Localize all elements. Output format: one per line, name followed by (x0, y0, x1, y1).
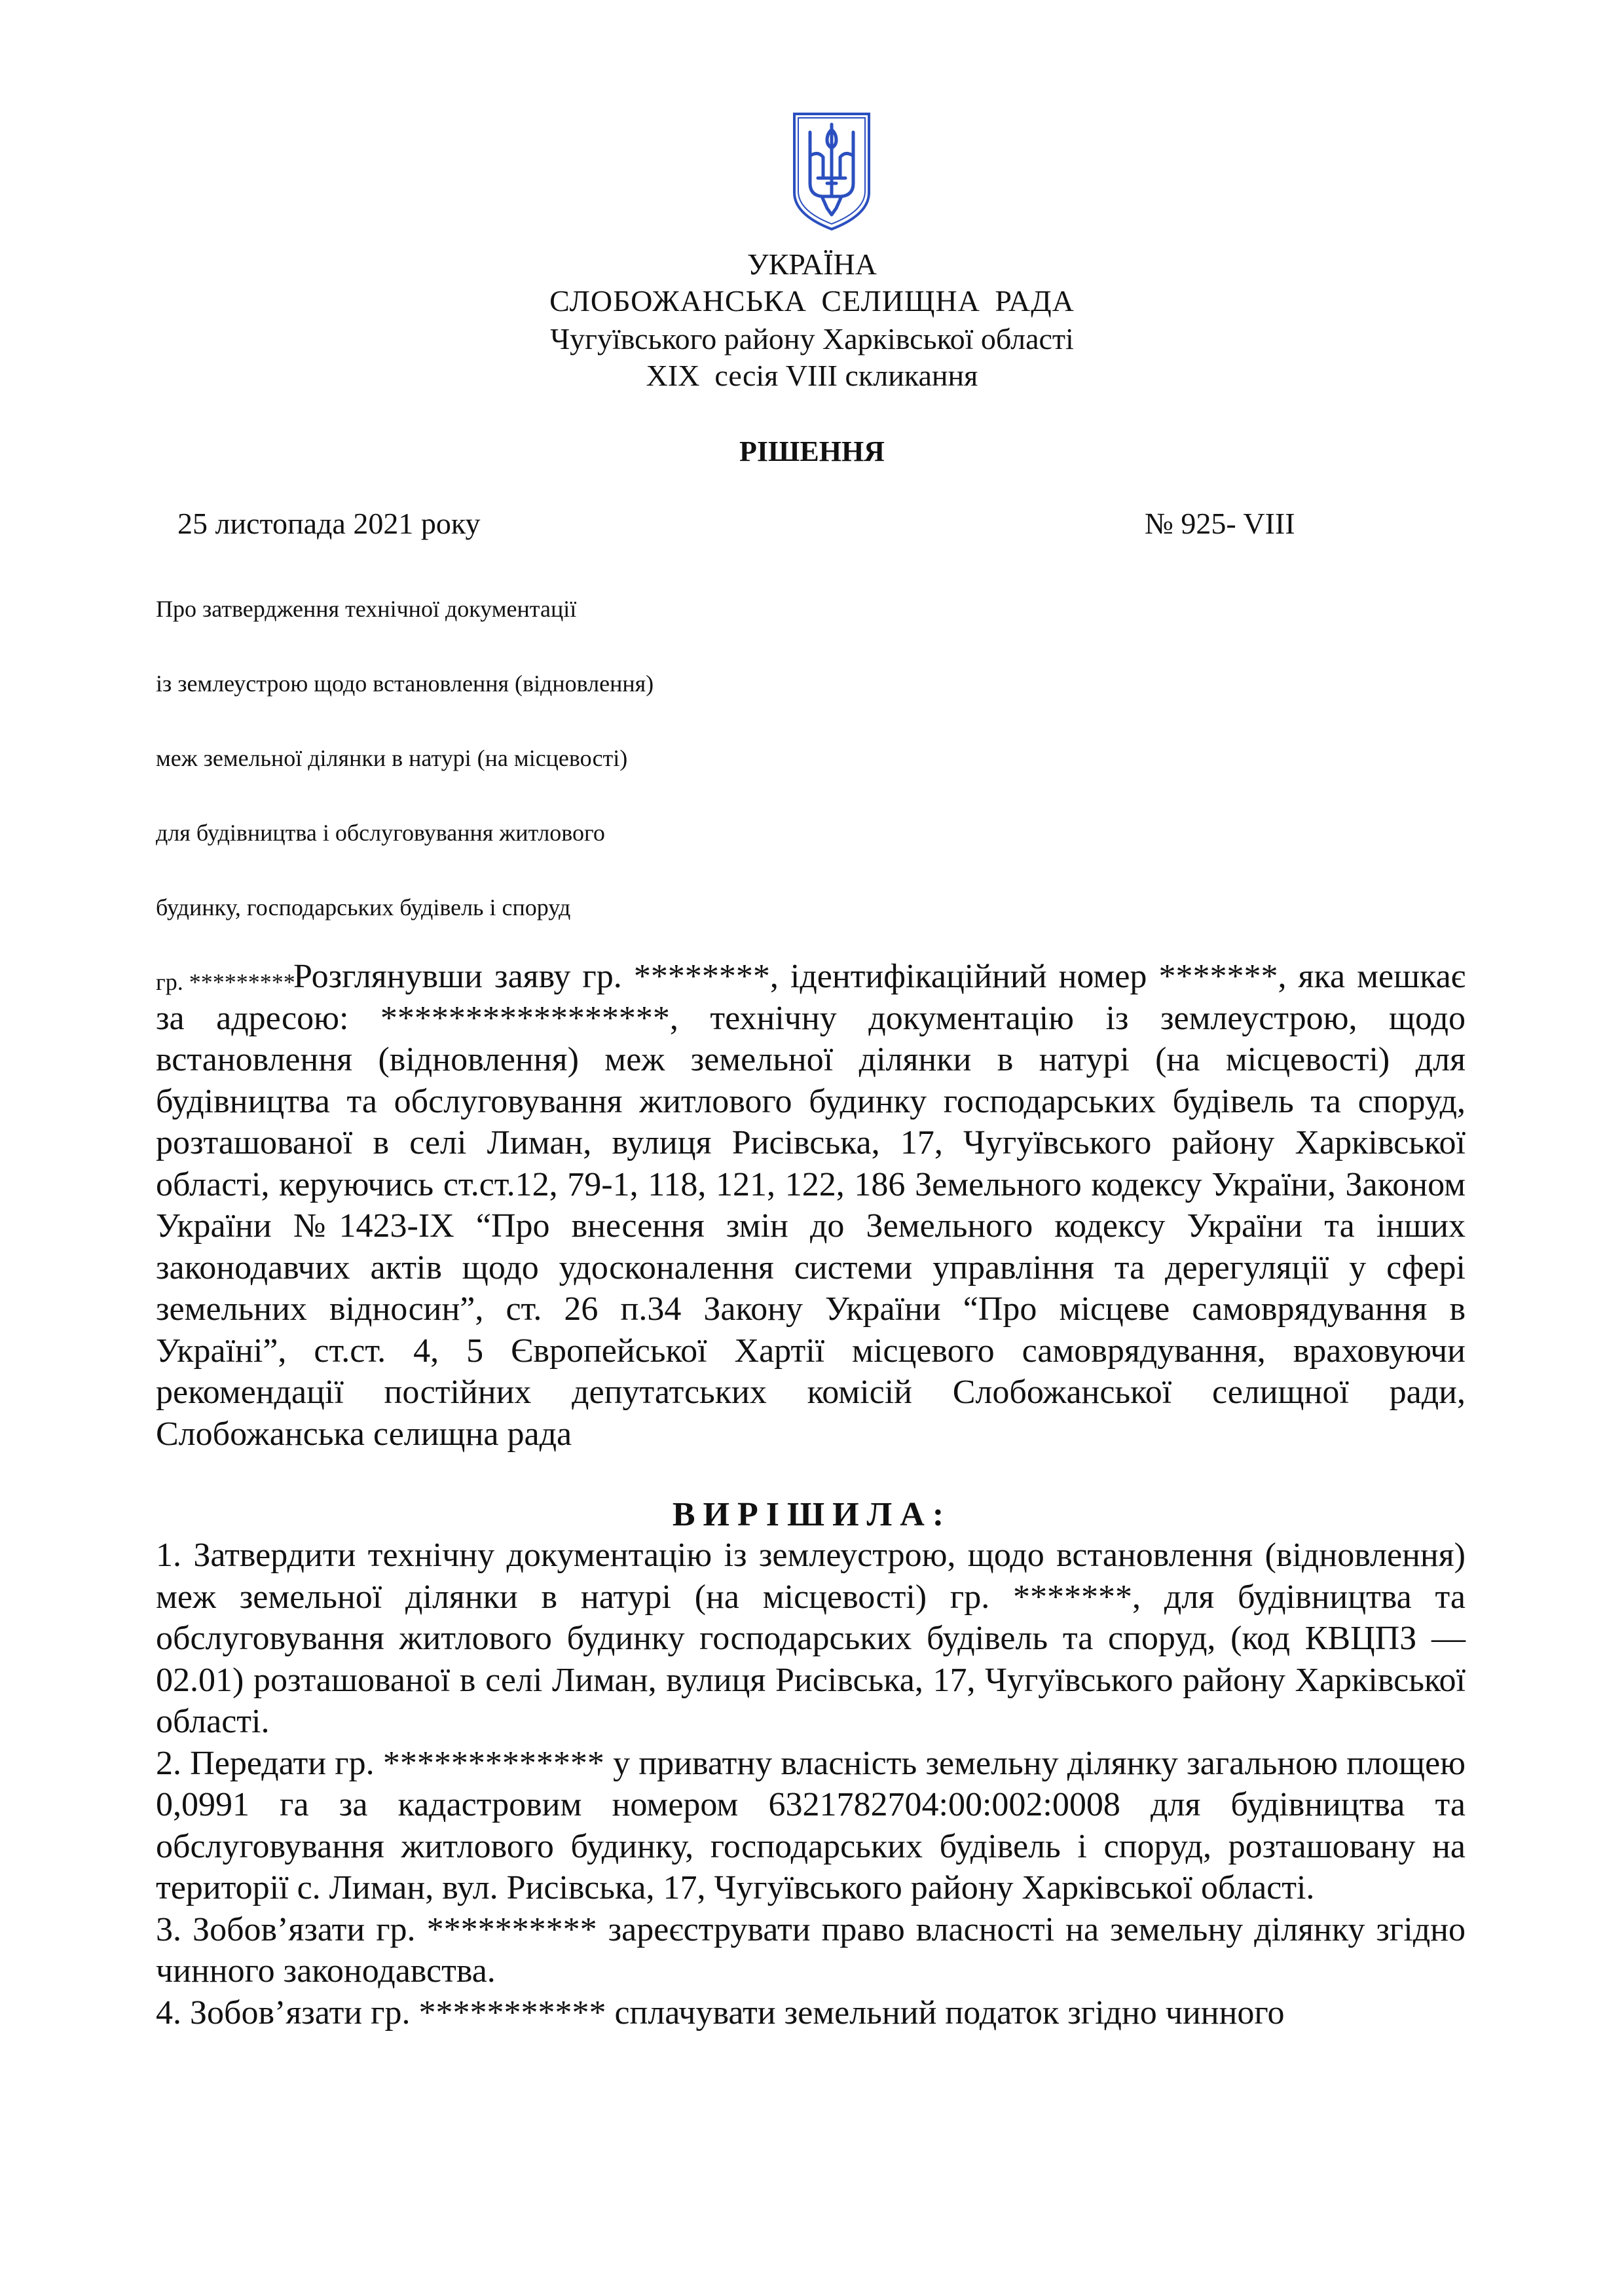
decision-point-3: 3. Зобов’язати гр. ********** зареєструвати право власності на земельну ділянку згідно чинного законодавства. (156, 1910, 1466, 1990)
subject-line: для будівництва і обслуговування житлового (156, 820, 605, 846)
decision-point-2: 2. Передати гр. ************* у приватну власність земельну ділянку загальною площею 0,0991 га за кадастровим номером 6321782704:00:002:0008 для будівництва та обслуговування житлового будинку, господарських будівель і споруд, розташовану на території с. Лиман, вул. Рисівська, 17, Чугуївського району Харківської області. (156, 1744, 1466, 1906)
subject-line: із землеустрою щодо встановлення (відновлення) (156, 670, 654, 697)
document-type-title: РІШЕННЯ (739, 435, 885, 467)
subject-line: Про затвердження технічної документації (156, 596, 577, 622)
preamble-paragraph: Розглянувши заяву гр. ********, ідентифікаційний номер *******, яка мешкає за адресою: *****************, технічну документацію із землеустрою, щодо встановлення (відновлення) меж земельної ділянки в натурі (на місцевості) для будівництва та обслуговування житлового будинку господарських будівель та споруд, розташованої в селі Лиман, вулиця Рисівська, 17, Чугуївського району Харківської області, керуючись ст.ст.12, 79-1, 118, 121, 122, 186 Земельного кодексу України, Законом України №1423-IX “Про внесення змін до Земельного кодексу України та інших законодавчих актів щодо удосконалення системи управління та дерегуляції у сфері земельних відносин”, ст. 26 п.34 Закону України “Про місцеве самоврядування в Україні”, ст.ст. 4, 5 Європейської Хартії місцевого самоврядування, враховуючи рекомендації постійних депутатських комісій Слобожанської селищної ради, Слобожанська селищна рада (156, 958, 1466, 1453)
resolved-heading: ВИРІШИЛА: (672, 1496, 952, 1533)
session-text: XIX сесія VIII скликання (646, 359, 978, 392)
coat-of-arms-icon (789, 110, 874, 232)
decision-number: № 925- VIII (1145, 507, 1295, 540)
country-heading: УКРАЇНА (747, 247, 877, 281)
council-name: СЛОБОЖАНСЬКА СЕЛИЩНА РАДА (549, 284, 1075, 318)
decision-point-4: 4. Зобов’язати гр. *********** сплачувати земельний податок згідно чинного (156, 1994, 1285, 2032)
subject-line: гр. ********* (156, 969, 295, 995)
district-line: Чугуївського району Харківської області (550, 322, 1074, 355)
subject-line: меж земельної ділянки в натурі (на місцевості) (156, 745, 628, 771)
decision-points (156, 1535, 1466, 2033)
session-line (0, 357, 1624, 394)
decision-date: 25 листопада 2021 року (177, 507, 481, 540)
decision-point-1: 1. Затвердити технічну документацію із землеустрою, щодо встановлення (відновлення) меж земельної ділянки в натурі (на місцевості) гр. *******, для будівництва та обслуговування житлового будинку господарських будівель та споруд, (код КВЦПЗ — 02.01) розташованої в селі Лиман, вулиця Рисівська, 17, Чугуївського району Харківської області. (156, 1537, 1466, 1740)
subject-line: будинку, господарських будівель і споруд (156, 894, 571, 920)
